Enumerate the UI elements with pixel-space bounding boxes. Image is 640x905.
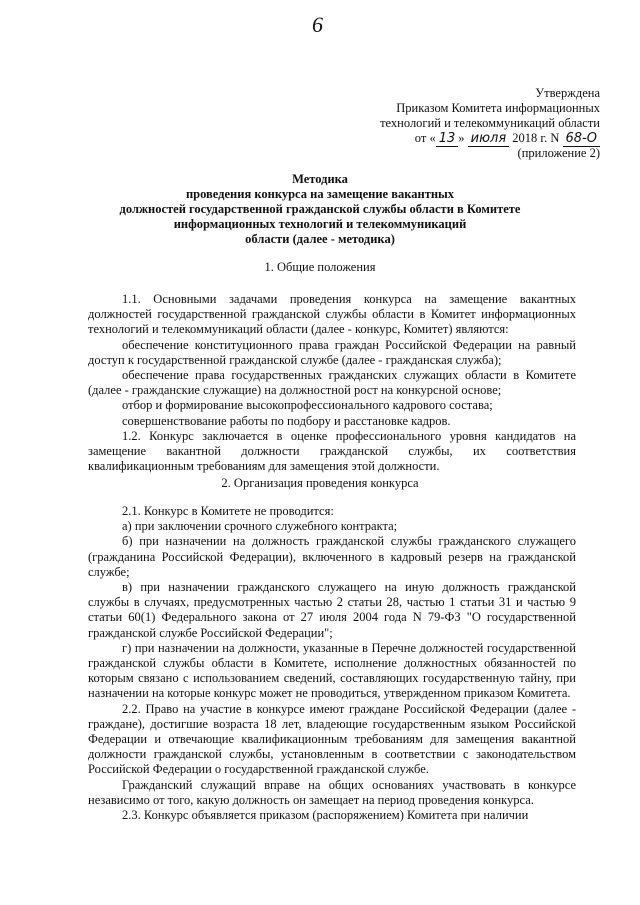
paragraph: б) при назначении на должность гражданской службы гражданского служащего (гражданина Российской Федерации), включенного в кадровый резерв на гражданской службе;: [88, 534, 576, 579]
approval-line-2: Приказом Комитета информационных: [396, 101, 600, 115]
paragraph: 1.2. Конкурс заключается в оценке профессионального уровня кандидатов на замещение вакантной должности гражданской службы, их соответствия квалификационным требованиям для замещения этой должности.: [88, 428, 576, 474]
approval-date-line: [300, 131, 600, 146]
title-line-1: Методика: [292, 172, 348, 186]
paragraph: отбор и формирование высокопрофессионального кадрового состава;: [122, 398, 493, 413]
paragraph: Гражданский служащий вправе на общих основаниях участвовать в конкурсе независимо от того, какую должность он замещает на период проведения конкурса.: [88, 777, 576, 807]
paragraph: обеспечение права государственных гражданских служащих области в Комитете (далее - гражданские служащие) на должностной рост на конкурсной основе;: [88, 368, 576, 398]
document-title: [90, 172, 550, 247]
section-2-heading: 2. Организация проведения конкурса: [221, 476, 419, 490]
paragraph: 2.1. Конкурс в Комитете не проводится:: [122, 504, 334, 518]
date-day: 13: [436, 131, 459, 147]
title-line-3: должностей государственной гражданской службы области в Комитете: [119, 202, 521, 216]
section-1-body: [88, 292, 576, 474]
paragraph: 2.3. Конкурс объявляется приказом (распоряжением) Комитета при наличии: [122, 808, 529, 823]
section-1-heading: 1. Общие положения: [264, 260, 376, 274]
approval-line-1: Утверждена: [535, 86, 600, 100]
date-month: июля: [468, 131, 510, 147]
approval-stamp: [300, 86, 600, 161]
section-2-body: [88, 504, 576, 823]
title-line-5: области (далее - методика): [245, 232, 395, 246]
approval-line-5: (приложение 2): [517, 146, 600, 160]
date-year: 2018 г. N: [512, 131, 560, 145]
paragraph: 1.1. Основными задачами проведения конкурса на замещение вакантных должностей государственной гражданской службы области в Комитет информационных технологий и телекоммуникаций области (далее - конкурс, Комитет) являются:: [88, 292, 576, 337]
title-line-4: информационных технологий и телекоммуникаций: [173, 217, 467, 231]
paragraph: г) при назначении на должности, указанные в Перечне должностей государственной гражданской службы области в Комитете, исполнение должностных обязанностей по которым связано с использованием сведений, составляющих государственную тайну, при назначении на которые конкурс может не проводиться, утвержденном приказом Комитета.: [88, 640, 576, 701]
paragraph: совершенствование работы по подбору и расстановке кадров.: [122, 413, 451, 428]
paragraph: а) при заключении срочного служебного контракта;: [122, 519, 398, 534]
approval-line-3: технологий и телекоммуникаций области: [380, 116, 600, 130]
paragraph: обеспечение конституционного права граждан Российской Федерации на равный доступ к государственной гражданской службе (далее - гражданская служба);: [88, 337, 576, 367]
date-mid: »: [458, 131, 465, 145]
order-number: 68-О: [563, 131, 600, 147]
paragraph: 2.2. Право на участие в конкурсе имеют граждане Российской Федерации (далее - граждане), достигшие возраста 18 лет, владеющие государственным языком Российской Федерации и отвечающие квалификационным требованиям для замещения вакантной должности гражданской службы, установленным в соответствии с законодательством Российской Федерации о государственной гражданской службе.: [88, 701, 576, 777]
date-prefix: от «: [414, 131, 436, 145]
title-line-2: проведения конкурса на замещение вакантных: [185, 187, 455, 201]
page-number: 6: [312, 12, 323, 37]
paragraph: в) при назначении гражданского служащего на иную должность гражданской службы в случаях, предусмотренных частью 2 статьи 28, частью 1 статьи 31 и частью 9 статьи 60(1) Федерального закона от 27 июля 2004 года N 79-ФЗ "О государственной гражданской службе Российской Федерации";: [88, 580, 576, 640]
